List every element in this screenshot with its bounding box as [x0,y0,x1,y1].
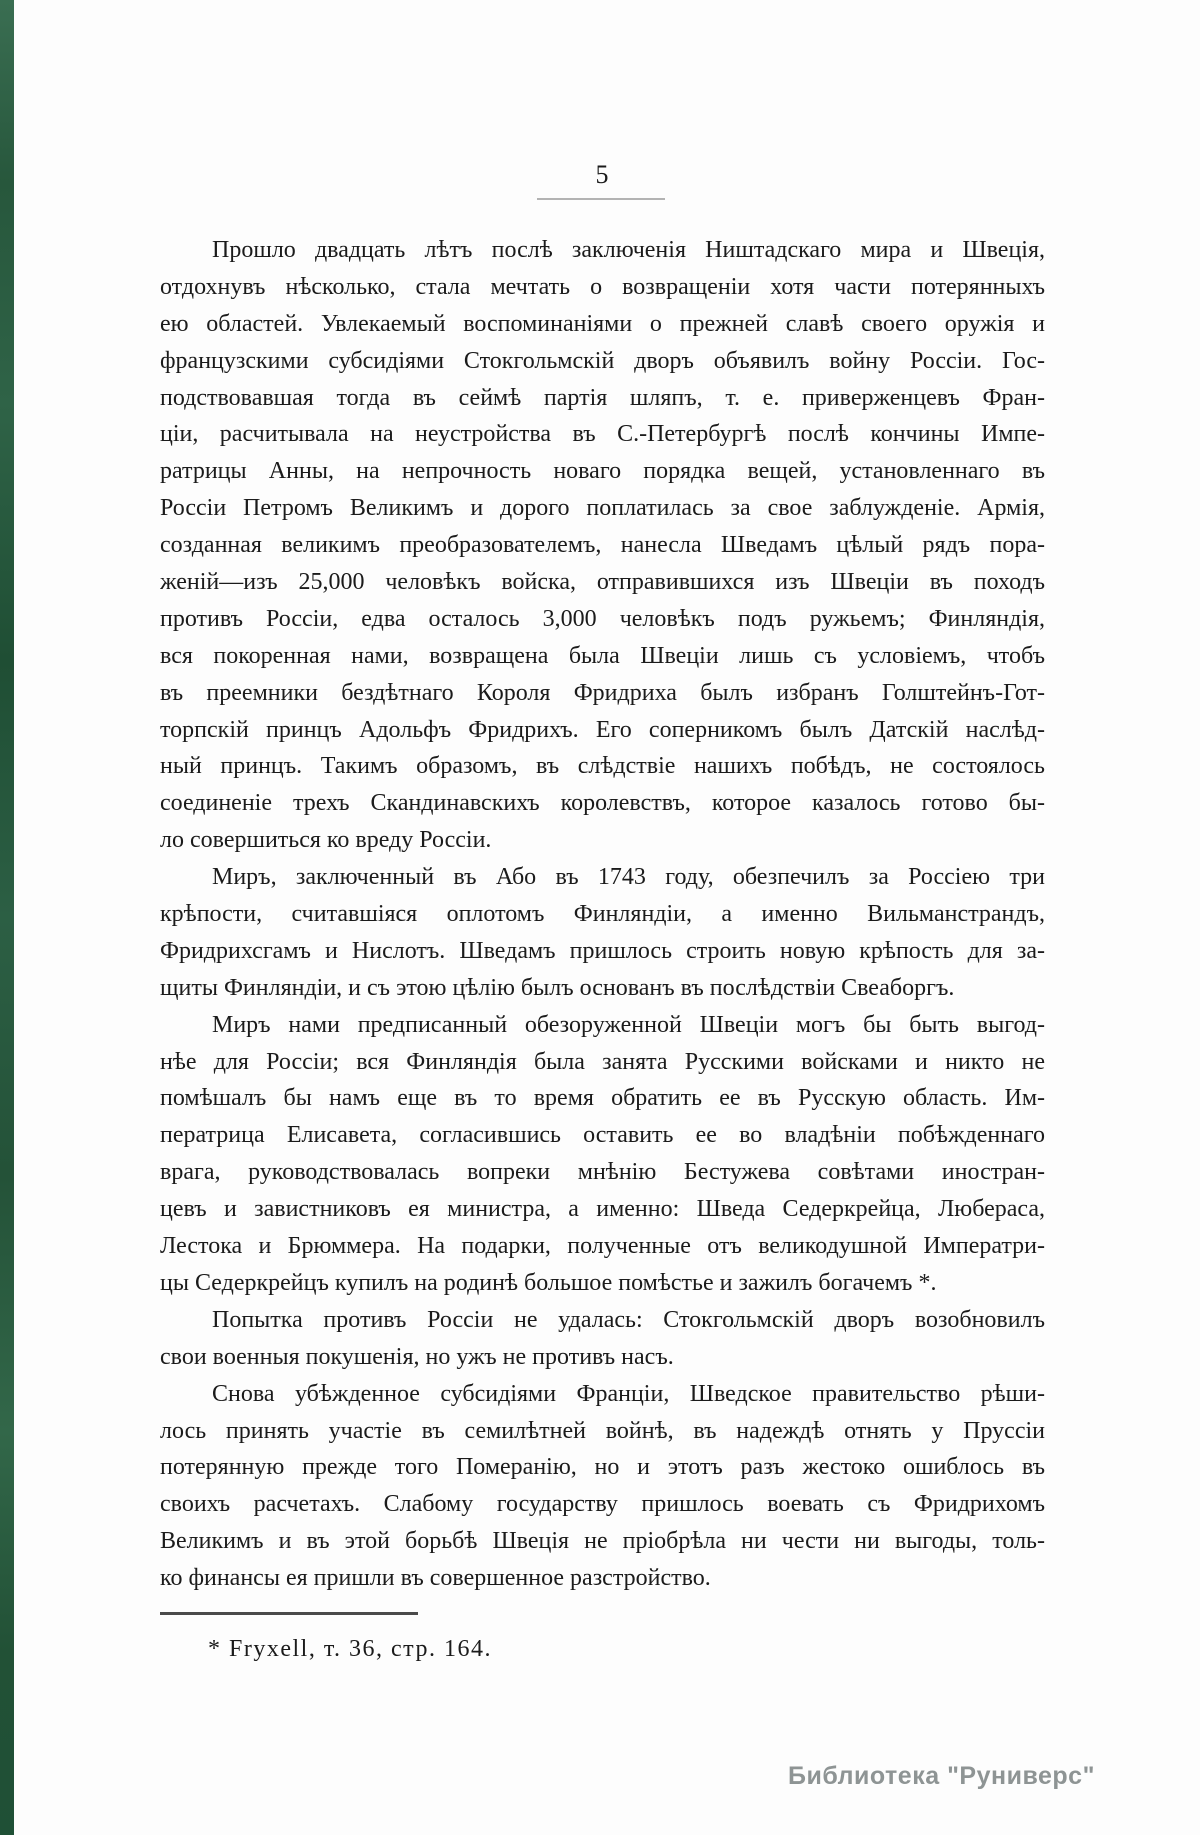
text-line: врага, руководствовалась вопреки мнѣнію Бестужева совѣтами иностран- [160,1159,1045,1186]
text-line: противъ Россіи, едва осталось 3,000 человѣкъ подъ ружьемъ; Финляндія, [160,605,1045,632]
text-line: цевъ и завистниковъ ея министра, а именно: Шведа Седеркрейца, Любераса, [160,1196,1045,1223]
text-line: крѣпости, считавшіяся оплотомъ Финляндіи, а именно Вильманстрандъ, [160,901,1045,928]
text-line: торпскій принцъ Адольфъ Фридрихъ. Его соперникомъ былъ Датскій наслѣд- [160,716,1045,743]
book-edge-strip [0,0,14,1835]
library-watermark: Библиотека "Руниверс" [788,1762,1095,1790]
text-line: отдохнувъ нѣсколько, стала мечтать о возвращеніи хотя части потерянныхъ [160,273,1045,300]
text-line: ный принцъ. Такимъ образомъ, въ слѣдствіе нашихъ побѣдъ, не состоялось [160,753,1045,780]
text-line: вся покоренная нами, возвращена была Швеціи лишь съ условіемъ, чтобъ [160,642,1045,669]
text-line: Лестока и Брюммера. На подарки, полученные отъ великодушной Императри- [160,1233,1045,1260]
text-line: нѣе для Россіи; вся Финляндія была занята Русскими войсками и никто не [160,1048,1045,1075]
text-line: своихъ расчетахъ. Слабому государству пришлось воевать съ Фридрихомъ [160,1491,1045,1518]
text-line: свои военныя покушенія, но ужъ не противъ насъ. [160,1343,674,1370]
text-line: Миръ нами предписанный обезоруженной Швеціи могъ бы быть выгод- [212,1011,1045,1038]
footnote-rule [160,1612,418,1615]
text-line: подствовавшая тогда въ сеймѣ партія шляпъ, т. е. приверженцевъ Фран- [160,384,1045,411]
text-line: Фридрихсгамъ и Нислотъ. Шведамъ пришлось строить новую крѣпость для за- [160,937,1045,964]
text-line: ратрицы Анны, на непрочность новаго порядка вещей, установленнаго въ [160,458,1045,485]
text-line: Миръ, заключенный въ Або въ 1743 году, обезпечилъ за Россіею три [212,864,1045,891]
text-line: ло совершиться ко вреду Россіи. [160,827,492,854]
text-line: ею областей. Увлекаемый воспоминаніями о прежней славѣ своего оружія и [160,310,1045,337]
text-line: Попытка противъ Россіи не удалась: Стокгольмскій дворъ возобновилъ [212,1306,1045,1333]
text-line: лось принять участіе въ семилѣтней войнѣ, въ надеждѣ отнять у Пруссіи [160,1417,1045,1444]
text-line: соединеніе трехъ Скандинавскихъ королевствъ, которое казалось готово бы- [160,790,1045,817]
text-line: Россіи Петромъ Великимъ и дорого поплатилась за свое заблужденіе. Армія, [160,495,1045,522]
text-line: женій—изъ 25,000 человѣкъ войска, отправившихся изъ Швеціи въ походъ [160,569,1045,596]
text-line: Прошло двадцать лѣтъ послѣ заключенія Ништадскаго мира и Швеція, [212,237,1045,263]
text-line: щиты Финляндіи, и съ этою цѣлію былъ основанъ въ послѣдствіи Свеаборгъ. [160,974,955,1001]
text-line: помѣшалъ бы намъ еще въ то время обратить ее въ Русскую область. Им- [160,1085,1045,1112]
footnote: * Fryxell, т. 36, стр. 164. [208,1636,492,1662]
text-line: цы Седеркрейцъ купилъ на родинѣ большое помѣстье и зажилъ богачемъ *. [160,1269,937,1296]
text-line: ко финансы ея пришли въ совершенное разстройство. [160,1565,711,1592]
text-line: французскими субсидіями Стокгольмскій дворъ объявилъ войну Россіи. Гос- [160,347,1045,374]
text-line: Снова убѣжденное субсидіями Франціи, Шведское правительство рѣши- [212,1380,1045,1407]
text-line: ціи, расчитывала на неустройства въ С.-Петербургѣ послѣ кончины Импе- [160,421,1045,448]
text-line: ператрица Елисавета, согласившись оставить ее во владѣніи побѣжденнаго [160,1122,1045,1149]
text-line: потерянную прежде того Померанію, но и этотъ разъ жестоко ошиблось въ [160,1454,1045,1481]
text-line: Великимъ и въ этой борьбѣ Швеція не пріобрѣла ни чести ни выгоды, толь- [160,1528,1045,1555]
body-text [160,232,1045,1597]
text-line: созданная великимъ преобразователемъ, нанесла Шведамъ цѣлый рядъ пора- [160,532,1045,559]
page-number-rule [537,198,665,200]
text-line: въ преемники бездѣтнаго Короля Фридриха былъ избранъ Голштейнъ-Гот- [160,679,1045,706]
page-number: 5 [595,160,610,189]
